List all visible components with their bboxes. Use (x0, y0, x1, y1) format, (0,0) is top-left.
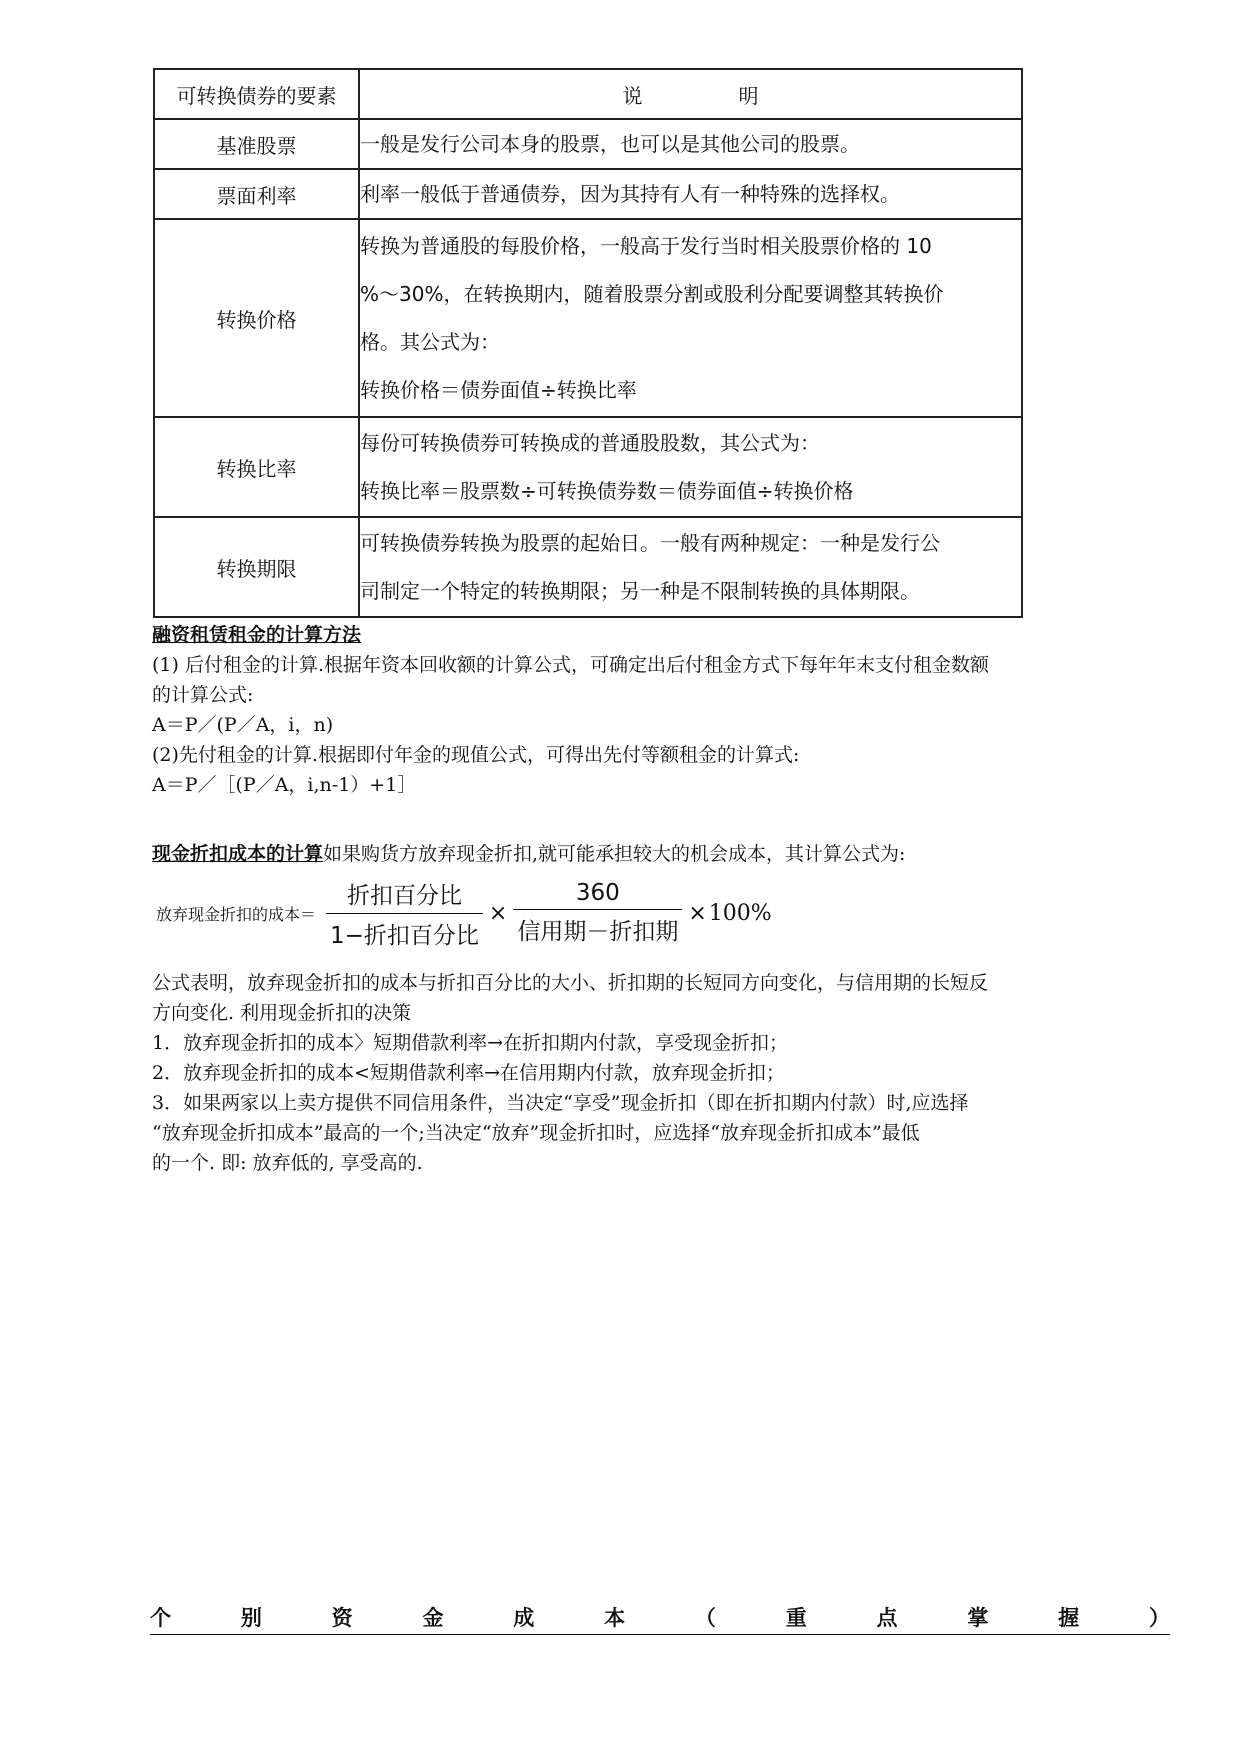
desc-line: 一般是发行公司本身的股票，也可以是其他公司的股票。 (360, 132, 860, 156)
desc-line: 转换价格＝债券面值÷转换比率 (360, 378, 637, 402)
discount-item-3b: “放弃现金折扣成本”最高的一个;当决定“放弃”现金折扣时，应选择“放弃现金折扣成本”最低 (152, 1122, 920, 1144)
table-row (154, 119, 1022, 169)
discount-item-3c: 的一个. 即: 放弃低的, 享受高的. (152, 1152, 423, 1174)
desc-line: 格。其公式为： (360, 330, 500, 354)
individual-capital-cost-heading (150, 1598, 1170, 1635)
heading-char: 成 (513, 1605, 535, 1630)
heading-char: 别 (240, 1605, 262, 1630)
heading-char: 金 (422, 1605, 444, 1630)
row-desc (359, 417, 1022, 517)
discount-title: 现金折扣成本的计算 (152, 843, 324, 865)
percent-value: 100% (708, 900, 772, 926)
desc-line: 可转换债券转换为股票的起始日。一般有两种规定：一种是发行公 (360, 531, 940, 555)
table-row (154, 219, 1022, 417)
heading-char: 点 (876, 1605, 898, 1630)
heading-char: 掌 (967, 1605, 989, 1630)
header-char-2: 明 (738, 83, 759, 108)
row-desc (359, 219, 1022, 417)
table-row (154, 169, 1022, 219)
heading-char: 重 (785, 1605, 807, 1630)
row-name: 转换期限 (154, 517, 359, 617)
lease-formula-2: A＝P／［(P／A，i,n-1）+1］ (152, 774, 417, 796)
lease-title: 融资租赁租金的计算方法 (152, 624, 362, 646)
desc-line: 每份可转换债券可转换成的普通股股数，其公式为： (360, 431, 820, 455)
row-name: 转换价格 (154, 219, 359, 417)
discount-item-3a: 3．如果两家以上卖方提供不同信用条件，当决定“享受”现金折扣（即在折扣期内付款）时,应选择 (152, 1092, 969, 1114)
table-header-element: 可转换债券的要素 (154, 69, 359, 119)
fraction-1-numerator: 折扣百分比 (346, 882, 462, 909)
discount-body (152, 968, 1112, 1178)
heading-char: 个 (150, 1605, 171, 1630)
times-sign: × (688, 900, 707, 926)
table-row (154, 517, 1022, 617)
lease-p1b: 的计算公式: (152, 684, 254, 706)
fraction-1 (326, 877, 483, 950)
fraction-2-denominator: 信用期－折扣期 (513, 909, 682, 946)
row-name: 基准股票 (154, 119, 359, 169)
heading-char: 资 (331, 1605, 353, 1630)
heading-char: 本 (604, 1605, 626, 1630)
fraction-2-numerator: 360 (575, 880, 620, 906)
lease-formula-1: A＝P／(P／A，i，n) (152, 714, 334, 736)
row-desc (359, 517, 1022, 617)
discount-heading-line (152, 839, 1112, 869)
desc-line: %～30%，在转换期内，随着股票分割或股利分配要调整其转换价 (360, 282, 944, 306)
table-header-description (359, 69, 1022, 119)
lease-section (152, 620, 1112, 800)
desc-line: 转换比率＝股票数÷可转换债券数＝债券面值÷转换价格 (360, 479, 854, 503)
row-name: 转换比率 (154, 417, 359, 517)
desc-line: 利率一般低于普通债券，因为其持有人有一种特殊的选择权。 (360, 182, 900, 206)
discount-item-2: 2．放弃现金折扣的成本<短期借款利率→在信用期内付款，放弃现金折扣； (152, 1062, 785, 1084)
heading-char: （ (694, 1605, 716, 1630)
heading-char: ） (1148, 1605, 1170, 1630)
desc-line: 司制定一个特定的转换期限；另一种是不限制转换的具体期限。 (360, 579, 920, 603)
row-desc (359, 119, 1022, 169)
fraction-2 (513, 880, 682, 946)
times-sign: × (488, 900, 508, 926)
discount-para-b: 方向变化. 利用现金折扣的决策 (152, 1002, 412, 1024)
convertible-bond-table (153, 68, 1023, 618)
formula-label: 放弃现金折扣的成本＝ (156, 904, 317, 924)
desc-line: 转换为普通股的每股价格，一般高于发行当时相关股票价格的 10 (360, 234, 932, 258)
header-char-1: 说 (622, 83, 643, 108)
discount-item-1: 1．放弃现金折扣的成本〉短期借款利率→在折扣期内付款，享受现金折扣； (152, 1032, 789, 1054)
discount-para-a: 公式表明，放弃现金折扣的成本与折扣百分比的大小、折扣期的长短同方向变化，与信用期的长短反 (152, 972, 989, 994)
lease-p1a: (1) 后付租金的计算.根据年资本回收额的计算公式，可确定出后付租金方式下每年年末支付租金数额 (152, 654, 989, 676)
row-name: 票面利率 (154, 169, 359, 219)
heading-char: 握 (1058, 1605, 1080, 1630)
discount-cost-formula (156, 878, 796, 948)
table-row (154, 417, 1022, 517)
row-desc (359, 169, 1022, 219)
discount-intro: 如果购货方放弃现金折扣,就可能承担较大的机会成本，其计算公式为: (323, 843, 906, 865)
lease-p2: (2)先付租金的计算.根据即付年金的现值公式，可得出先付等额租金的计算式: (152, 744, 800, 766)
fraction-1-denominator: 1−折扣百分比 (326, 913, 483, 950)
